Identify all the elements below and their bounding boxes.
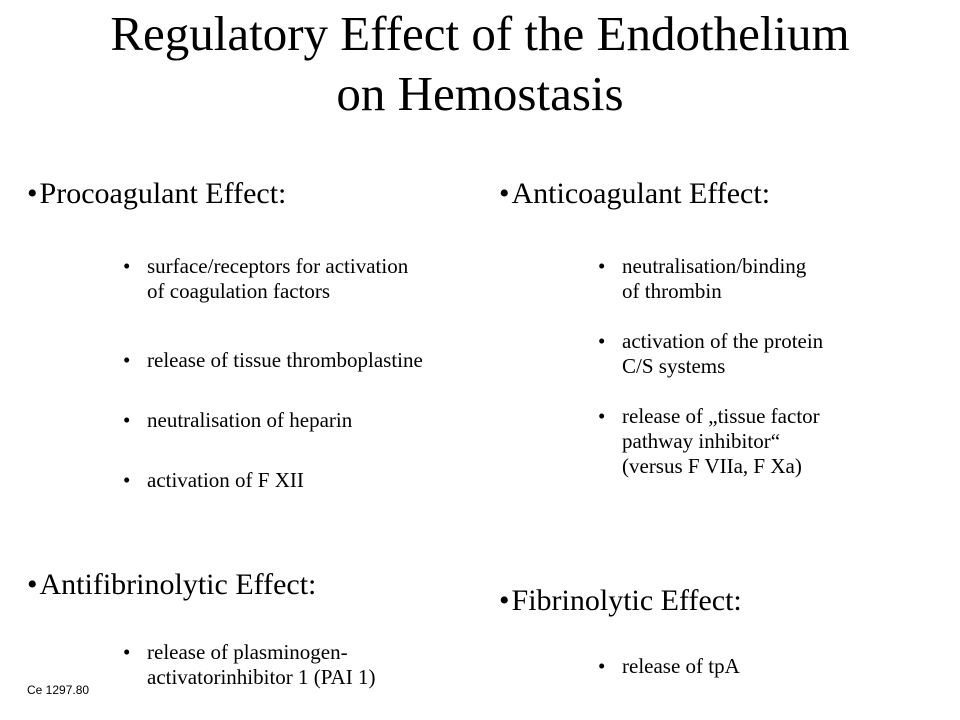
fibrinolytic-item-1 bbox=[598, 654, 740, 679]
item-text-line: surface/receptors for activation bbox=[147, 254, 409, 278]
bullet-dot: • bbox=[123, 408, 131, 432]
fibrinolytic-heading bbox=[499, 583, 742, 619]
bullet-dot: • bbox=[123, 640, 131, 664]
antifibrinolytic-item-1 bbox=[123, 640, 375, 690]
slide-code: Ce 1297.80 bbox=[27, 683, 90, 697]
item-text-line: release of plasminogen- bbox=[147, 640, 348, 664]
item-text-line: of coagulation factors bbox=[147, 279, 331, 303]
bullet-dot: • bbox=[27, 568, 38, 601]
item-text-line: activatorinhibitor 1 (PAI 1) bbox=[147, 665, 376, 689]
item-text-line: of thrombin bbox=[622, 279, 722, 303]
procoagulant-item-1 bbox=[123, 254, 408, 304]
slide-title-line-1: Regulatory Effect of the Endothelium bbox=[110, 6, 850, 61]
bullet-dot: • bbox=[598, 329, 606, 353]
bullet-dot: • bbox=[123, 468, 131, 492]
fibrinolytic-heading-text: Fibrinolytic Effect: bbox=[511, 584, 742, 617]
procoagulant-item-2 bbox=[123, 348, 423, 373]
item-text-line: activation of F XII bbox=[147, 468, 304, 492]
anticoagulant-heading-text: Anticoagulant Effect: bbox=[511, 177, 771, 210]
anticoagulant-heading bbox=[499, 176, 770, 212]
item-text-line: neutralisation of heparin bbox=[147, 408, 353, 432]
antifibrinolytic-heading-text: Antifibrinolytic Effect: bbox=[39, 568, 317, 601]
bullet-dot: • bbox=[598, 654, 606, 678]
procoagulant-heading-text: Procoagulant Effect: bbox=[39, 177, 287, 210]
bullet-dot: • bbox=[123, 348, 131, 372]
bullet-dot: • bbox=[27, 177, 38, 210]
item-text-line: C/S systems bbox=[622, 354, 726, 378]
bullet-dot: • bbox=[123, 254, 131, 278]
item-text-line: release of „tissue factor bbox=[622, 404, 820, 428]
slide-title bbox=[0, 4, 960, 124]
procoagulant-item-3 bbox=[123, 408, 352, 433]
bullet-dot: • bbox=[499, 177, 510, 210]
procoagulant-heading bbox=[27, 176, 286, 212]
bullet-dot: • bbox=[598, 254, 606, 278]
bullet-dot: • bbox=[598, 404, 606, 428]
item-text-line: activation of the protein bbox=[622, 329, 824, 353]
item-text-line: pathway inhibitor“ bbox=[622, 429, 781, 453]
slide-title-line-2: on Hemostasis bbox=[336, 66, 624, 121]
anticoagulant-item-1 bbox=[598, 254, 806, 304]
procoagulant-item-4 bbox=[123, 468, 304, 493]
antifibrinolytic-heading bbox=[27, 567, 316, 603]
item-text-line: release of tpA bbox=[622, 654, 740, 678]
item-text-line: neutralisation/binding bbox=[622, 254, 807, 278]
bullet-dot: • bbox=[499, 584, 510, 617]
anticoagulant-item-2 bbox=[598, 329, 823, 379]
item-text-line: release of tissue thromboplastine bbox=[147, 348, 423, 372]
item-text-line: (versus F VIIa, F Xa) bbox=[622, 454, 802, 478]
anticoagulant-item-3 bbox=[598, 404, 820, 479]
